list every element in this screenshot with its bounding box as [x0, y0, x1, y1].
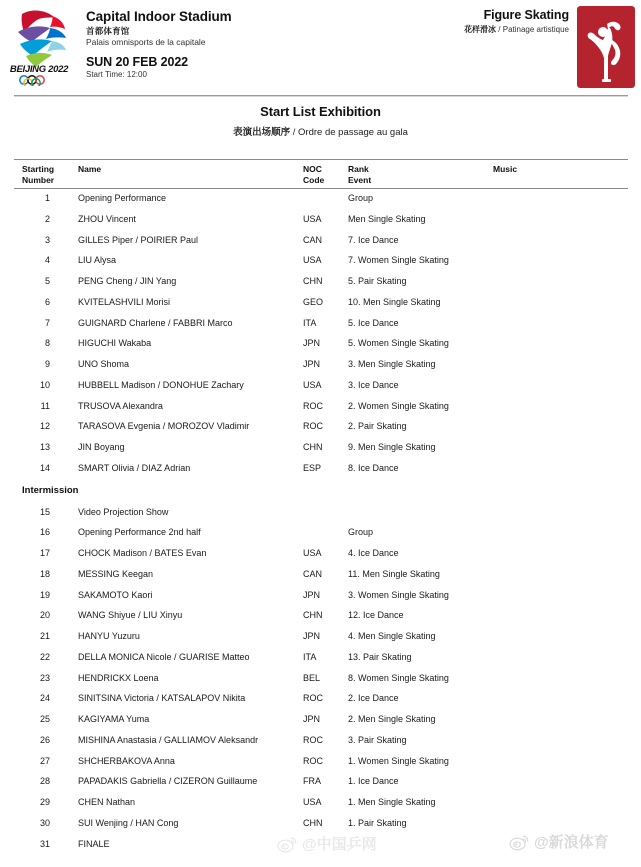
cell-starting-number: 17 — [39, 548, 50, 558]
cell-noc-code: ROC — [303, 734, 323, 745]
cell-rank-event: 5. Women Single Skating — [348, 338, 449, 349]
cell-noc-code: ROC — [303, 693, 323, 704]
table-row — [14, 524, 628, 545]
cell-starting-number: 12 — [39, 421, 50, 432]
cell-name: CHEN Nathan — [78, 797, 136, 807]
cell-noc-code: CAN — [303, 234, 323, 245]
cell-rank-event: 8. Women Single Skating — [348, 672, 449, 683]
column-header-rank-line1: Rank — [348, 164, 369, 174]
table-row — [14, 252, 628, 273]
cell-name: HENDRICKX Loena — [78, 672, 159, 683]
table-body-first-half — [14, 189, 628, 481]
cell-rank-event: 13. Pair Skating — [348, 651, 412, 662]
column-header-rank-event — [348, 164, 371, 186]
table-row — [14, 190, 628, 211]
cell-starting-number: 10 — [39, 379, 50, 390]
cell-name: FINALE — [78, 838, 110, 849]
cell-name: MESSING Keegan — [78, 568, 154, 579]
cell-name: MISHINA Anastasia / GALLIAMOV Aleksandr — [78, 734, 259, 745]
venue-name-chinese: 首都体育馆 — [86, 25, 130, 36]
column-header-starting-number-line1: Starting — [22, 164, 55, 174]
weibo-icon — [509, 833, 529, 851]
cell-name: HIGUCHI Wakaba — [78, 338, 152, 349]
cell-starting-number: 5 — [44, 276, 50, 286]
cell-noc-code: CHN — [303, 276, 323, 286]
table-row — [14, 439, 628, 460]
column-header-music: Music — [493, 164, 518, 174]
cell-name: ZHOU Vincent — [78, 213, 136, 224]
cell-name: HANYU Yuzuru — [78, 631, 140, 641]
cell-rank-event: 12. Ice Dance — [348, 610, 404, 621]
cell-rank-event: 3. Pair Skating — [348, 734, 407, 745]
table-row — [14, 460, 628, 481]
cell-starting-number: 7 — [44, 317, 50, 328]
cell-starting-number: 20 — [39, 610, 50, 621]
page-title-chinese: 表演出场顺序 — [233, 127, 291, 138]
cell-noc-code: CAN — [303, 568, 323, 579]
cell-starting-number: 19 — [39, 589, 50, 600]
sport-name-localized — [464, 24, 569, 35]
table-row — [14, 356, 628, 377]
venue-name-french: Palais omnisports de la capitale — [86, 37, 206, 48]
svg-text:BEIJING 2022: BEIJING 2022 — [9, 64, 69, 75]
table-row — [14, 690, 628, 711]
cell-noc-code: USA — [303, 548, 322, 558]
table-row — [14, 211, 628, 232]
column-header-starting-number-line2: Number — [22, 175, 55, 186]
cell-noc-code: USA — [303, 255, 322, 266]
cell-name: SMART Olivia / DIAZ Adrian — [78, 462, 191, 473]
cell-name: Opening Performance — [78, 193, 167, 203]
table-row — [14, 398, 628, 419]
column-header-noc-line2: Code — [303, 175, 325, 186]
column-header-rank-line2: Event — [348, 175, 372, 186]
cell-rank-event: 1. Pair Skating — [348, 817, 407, 828]
cell-starting-number: 2 — [44, 213, 50, 224]
cell-name: JIN Boyang — [78, 442, 125, 452]
column-header-starting-number — [22, 164, 54, 186]
cell-starting-number: 8 — [44, 338, 50, 349]
sport-name-french: Patinage artistique — [502, 25, 569, 34]
cell-name: GUIGNARD Charlene / FABBRI Marco — [78, 317, 233, 328]
cell-starting-number: 15 — [39, 506, 50, 517]
cell-starting-number: 3 — [44, 234, 50, 245]
sport-name: Figure Skating — [483, 8, 569, 22]
page-title-block — [0, 104, 641, 138]
table-row — [14, 794, 628, 815]
header-divider — [14, 95, 628, 97]
column-header-noc-line1: NOC — [303, 164, 322, 174]
cell-rank-event: Men Single Skating — [348, 213, 426, 224]
page-title-localized — [0, 124, 641, 138]
cell-name: DELLA MONICA Nicole / GUARISE Matteo — [78, 651, 250, 662]
cell-noc-code: BEL — [303, 672, 321, 683]
session-start-time: Start Time: 12:00 — [86, 70, 147, 79]
cell-rank-event: 4. Ice Dance — [348, 548, 399, 558]
cell-noc-code: ITA — [303, 317, 317, 328]
cell-starting-number: 4 — [44, 255, 50, 266]
table-row — [14, 335, 628, 356]
cell-starting-number: 6 — [44, 296, 50, 307]
cell-name: Opening Performance 2nd half — [78, 527, 201, 538]
cell-starting-number: 1 — [44, 193, 50, 203]
cell-noc-code: JPN — [303, 359, 321, 369]
cell-rank-event: 7. Women Single Skating — [348, 255, 449, 266]
table-row — [14, 628, 628, 649]
watermark-center — [277, 833, 377, 854]
session-date: SUN 20 FEB 2022 — [86, 55, 189, 69]
cell-rank-event: 2. Women Single Skating — [348, 400, 449, 411]
cell-name: SHCHERBAKOVA Anna — [78, 755, 175, 766]
cell-rank-event: Group — [348, 193, 374, 203]
cell-name: Video Projection Show — [78, 506, 169, 517]
table-row — [14, 753, 628, 774]
column-header-name: Name — [78, 164, 102, 174]
session-date-info — [86, 55, 188, 79]
table-row — [14, 773, 628, 794]
cell-noc-code: CHN — [303, 442, 323, 452]
cell-starting-number: 22 — [39, 651, 50, 662]
cell-noc-code: ROC — [303, 400, 323, 411]
start-list-table — [14, 159, 628, 856]
table-row — [14, 732, 628, 753]
cell-rank-event: 3. Men Single Skating — [348, 359, 436, 369]
cell-starting-number: 27 — [39, 755, 50, 766]
table-row — [14, 607, 628, 628]
cell-rank-event: 2. Pair Skating — [348, 421, 407, 432]
document-header — [0, 0, 641, 90]
table-body-second-half — [14, 503, 628, 857]
figure-skating-pictogram-icon — [577, 6, 635, 88]
table-row — [14, 232, 628, 253]
cell-starting-number: 16 — [39, 527, 50, 538]
table-header-row — [14, 159, 628, 189]
watermark-right-text: @新浪体育 — [534, 834, 609, 851]
table-row — [14, 670, 628, 691]
cell-noc-code: USA — [303, 797, 322, 807]
beijing-2022-emblem-icon — [6, 4, 72, 86]
cell-rank-event: 2. Men Single Skating — [348, 714, 436, 724]
cell-starting-number: 28 — [39, 776, 50, 787]
cell-noc-code: ESP — [303, 462, 322, 473]
table-row — [14, 418, 628, 439]
cell-starting-number: 26 — [39, 734, 50, 745]
cell-noc-code: ROC — [303, 755, 323, 766]
cell-noc-code: ITA — [303, 651, 317, 662]
intermission-divider — [14, 481, 628, 503]
cell-rank-event: 11. Men Single Skating — [348, 568, 440, 579]
cell-starting-number: 14 — [39, 462, 50, 473]
table-row — [14, 294, 628, 315]
cell-rank-event: 1. Men Single Skating — [348, 797, 436, 807]
cell-noc-code: JPN — [303, 631, 321, 641]
cell-name: SINITSINA Victoria / KATSALAPOV Nikita — [78, 693, 246, 704]
cell-noc-code: USA — [303, 213, 322, 224]
cell-rank-event: 5. Ice Dance — [348, 317, 399, 328]
cell-starting-number: 13 — [39, 442, 50, 452]
cell-starting-number: 30 — [39, 817, 50, 828]
table-row — [14, 377, 628, 398]
watermark-right — [509, 831, 609, 852]
table-row — [14, 545, 628, 566]
cell-name: CHOCK Madison / BATES Evan — [78, 548, 207, 558]
cell-rank-event: 8. Ice Dance — [348, 462, 399, 473]
table-row — [14, 587, 628, 608]
venue-info — [86, 9, 232, 49]
cell-name: TRUSOVA Alexandra — [78, 400, 163, 411]
cell-noc-code: JPN — [303, 589, 321, 600]
watermark-center-text: @中国乒网 — [302, 836, 377, 853]
cell-noc-code: CHN — [303, 610, 323, 621]
cell-name: LIU Alysa — [78, 255, 117, 266]
cell-rank-event: 2. Ice Dance — [348, 693, 399, 704]
cell-starting-number: 24 — [39, 693, 50, 704]
cell-name: SAKAMOTO Kaori — [78, 589, 153, 600]
table-row — [14, 273, 628, 294]
cell-name: TARASOVA Evgenia / MOROZOV Vladimir — [78, 421, 250, 432]
cell-rank-event: 1. Ice Dance — [348, 776, 399, 787]
cell-rank-event: 9. Men Single Skating — [348, 442, 436, 452]
weibo-icon — [277, 835, 297, 853]
cell-rank-event: Group — [348, 527, 374, 538]
cell-rank-event: 3. Ice Dance — [348, 379, 399, 390]
sport-name-chinese: 花样滑冰 — [464, 25, 497, 34]
cell-noc-code: USA — [303, 379, 322, 390]
sport-info — [464, 8, 569, 35]
cell-rank-event: 10. Men Single Skating — [348, 296, 441, 307]
cell-rank-event: 3. Women Single Skating — [348, 589, 449, 600]
intermission-label: Intermission — [22, 484, 79, 496]
cell-noc-code: JPN — [303, 714, 321, 724]
sport-name-separator: / — [496, 25, 503, 34]
venue-name: Capital Indoor Stadium — [86, 9, 232, 24]
cell-noc-code: CHN — [303, 817, 323, 828]
cell-rank-event: 1. Women Single Skating — [348, 755, 449, 766]
cell-rank-event: 4. Men Single Skating — [348, 631, 436, 641]
cell-starting-number: 29 — [39, 797, 50, 807]
cell-noc-code: JPN — [303, 338, 321, 349]
cell-noc-code: FRA — [303, 776, 321, 787]
cell-starting-number: 31 — [39, 838, 50, 849]
table-row — [14, 504, 628, 525]
column-header-noc-code — [303, 164, 324, 186]
cell-starting-number: 23 — [39, 672, 50, 683]
table-row — [14, 711, 628, 732]
cell-name: KVITELASHVILI Morisi — [78, 296, 171, 307]
cell-starting-number: 18 — [39, 568, 50, 579]
cell-name: PENG Cheng / JIN Yang — [78, 276, 177, 286]
cell-name: KAGIYAMA Yuma — [78, 714, 150, 724]
cell-rank-event: 7. Ice Dance — [348, 234, 399, 245]
page-title: Start List Exhibition — [260, 104, 381, 119]
cell-noc-code: ROC — [303, 421, 323, 432]
cell-name: UNO Shoma — [78, 359, 130, 369]
page-title-separator: / — [290, 127, 299, 138]
cell-name: WANG Shiyue / LIU Xinyu — [78, 610, 183, 621]
cell-name: SUI Wenjing / HAN Cong — [78, 817, 179, 828]
cell-starting-number: 21 — [39, 631, 50, 641]
cell-noc-code: GEO — [303, 296, 324, 307]
cell-starting-number: 11 — [40, 400, 50, 411]
table-row — [14, 566, 628, 587]
page-title-french: Ordre de passage au gala — [298, 127, 408, 138]
cell-starting-number: 9 — [44, 359, 50, 369]
cell-starting-number: 25 — [39, 714, 50, 724]
table-row — [14, 315, 628, 336]
table-row — [14, 649, 628, 670]
cell-name: HUBBELL Madison / DONOHUE Zachary — [78, 379, 244, 390]
cell-name: GILLES Piper / POIRIER Paul — [78, 234, 199, 245]
cell-name: PAPADAKIS Gabriella / CIZERON Guillaume — [78, 776, 258, 787]
cell-rank-event: 5. Pair Skating — [348, 276, 407, 286]
